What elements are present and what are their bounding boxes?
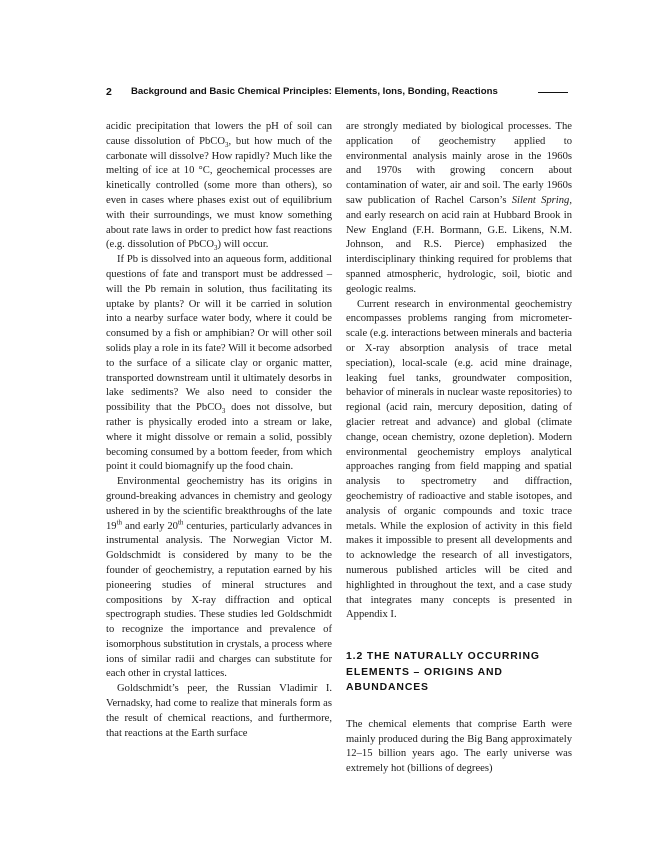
running-title: Background and Basic Chemical Principles: Elements, Ions, Bonding, Reactions — [131, 86, 498, 97]
page-number: 2 — [106, 86, 112, 98]
paragraph: The chemical elements that comprise Earth were mainly produced during the Big Bang approximately 12–15 billion years ago. The early universe was extremely hot (billions of degrees) — [346, 718, 572, 775]
paragraph: If Pb is dissolved into an aqueous form, additional questions of fate and transport must be addressed – will the Pb remain in solution, thus facilitating its uptake by plants? Or will it be carried in solution into a nearby surface water body, where it could be consumed by a fish or amphibian? Or will other soil solids play a role in its fate? Will it become adsorbed to the surface of a silicate clay or organic matter, transported downstream until it ultimately desorbs in lake sediments? We also need to consider the possibility that the PbCO$_3$ does not dissolve, but rather is physically eroded into a stream or lake, where it might dissolve or remain a solid, possibly becoming consumed by a bottom feeder, from which point it could biomagnify up the food chain. — [106, 254, 332, 473]
paragraph: Current research in environmental geochemistry encompasses problems ranging from micrometer-scale (e.g. interactions between minerals and bacteria or X-ray absorption analysis of trace metal speciation), local-scale (e.g. acid mine drainage, leaking fuel tanks, groundwater composition, behavior of minerals in nuclear waste repositories) to regional (acid rain, mercury deposition, dating of glacier retreat and advance) and global (climate change, ocean chemistry, ozone depletion). Modern environmental geochemistry employs analytical approaches ranging from field mapping and spatial analysis to spectrometry and diffraction, geochemistry of radioactive and stable isotopes, and analysis of organic compounds and toxic trace metals. While the explosion of activity in this field makes it impossible to present all developments and to acknowledge the research of all investigators, numerous published articles will be cited and highlighted in throughout the text, and a case study that integrates many concepts is presented in Appendix I. — [346, 298, 572, 621]
left-column — [106, 120, 332, 741]
paragraph: are strongly mediated by biological processes. The application of geochemistry applied to environmental analysis mainly arose in the 1960s and 1970s with growing concern about contamination of water, air and soil. The early 1960s saw publication of Rachel Carson’s Silent Spring, and early research on acid rain at Hubbard Brook in New England (F.H. Bormann, G.E. Likens, N.M. Johnson, and R.S. Pierce) emphasized the interdisciplinary thinking required for problems that spanned atmospheric, hydrologic, soil, biotic and geologic realms. — [346, 121, 572, 295]
header-rule — [538, 92, 568, 93]
right-column — [346, 120, 572, 777]
section-heading: 1.2 THE NATURALLY OCCURRING ELEMENTS – ORIGINS AND ABUNDANCES — [346, 651, 540, 694]
paragraph: Environmental geochemistry has its origins in ground-breaking advances in chemistry and geology ushered in by the scientific breakthroughs of the late 19th and early 20th centuries, particularly advances in instrumental analysis. The Norwegian Victor M. Goldschmidt is considered by many to be the founder of geochemistry, a reputation earned by his pioneering studies of mineral structures and compositions by X-ray diffraction and optical spectrograph studies. These studies led Goldschmidt to recognize the importance and prevalence of isomorphous substitution in crystals, a process where ions of similar radii and charges can substitute for each other in crystal lattices. — [106, 476, 332, 680]
running-header — [106, 86, 568, 102]
paragraph: Goldschmidt’s peer, the Russian Vladimir I. Vernadsky, had come to realize that minerals form as the result of chemical reactions, and furthermore, that reactions at the Earth surface — [106, 683, 332, 739]
paragraph: acidic precipitation that lowers the pH of soil can cause dissolution of PbCO$_3$, but how much of the carbonate will dissolve? How rapidly? Much like the melting of ice at 10 °C, geochemical processes are kinetically controlled (some more than others), so even in cases where phases exist out of equilibrium with their surroundings, we must know something about rate laws in order to predict how fast reactions (e.g. dissolution of PbCO$_3$) will occur. — [106, 121, 332, 253]
